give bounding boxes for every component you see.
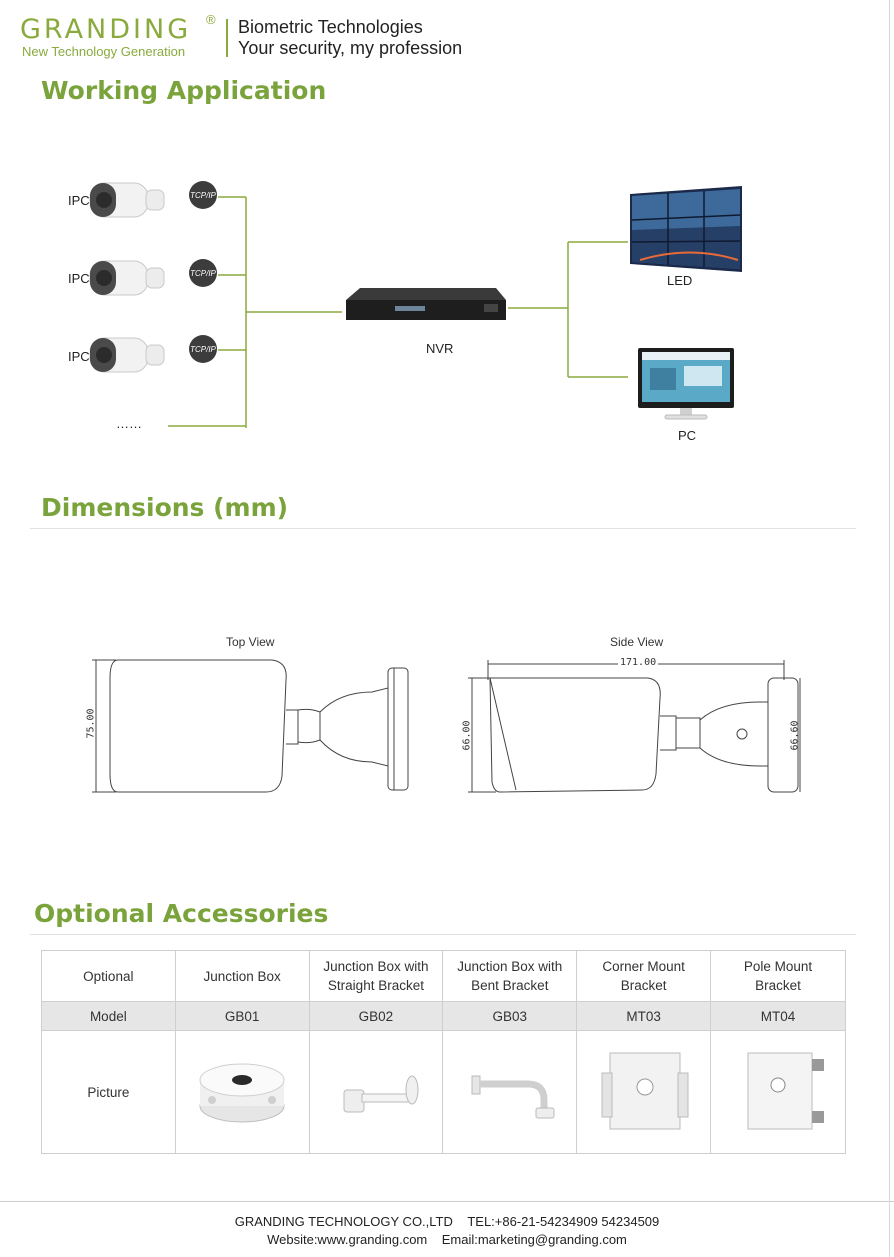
ipc-camera-icon-2 (90, 261, 164, 295)
pc-monitor-icon (638, 348, 734, 419)
header-divider (226, 19, 228, 57)
tcpip-badge-3 (189, 335, 217, 363)
top-view-label: Top View (226, 635, 275, 649)
side-body-height-dimension: 66.00 (461, 720, 473, 751)
side-view-label: Side View (610, 635, 664, 649)
tcpip-text-2: TCP/IP (190, 269, 216, 278)
tcpip-badge-1 (189, 181, 217, 209)
footer-contact-line (0, 1232, 894, 1247)
picture-mt04 (711, 1031, 846, 1154)
brand-tagline: New Technology Generation (22, 44, 186, 59)
ipc-label-2: IPC (68, 271, 90, 286)
junction-box-image (192, 1050, 292, 1130)
dimensions-rule (30, 528, 856, 529)
accessory-name-mt03: Corner Mount Bracket (577, 951, 711, 1002)
tcpip-text-3: TCP/IP (190, 345, 216, 354)
side-mount-height-dimension: 66.60 (789, 720, 801, 751)
accessories-picture-row (42, 1031, 846, 1154)
model-gb02: GB02 (309, 1002, 443, 1031)
footer-website[interactable]: Website:www.granding.com (267, 1232, 428, 1247)
model-label-cell: Model (42, 1002, 176, 1031)
model-mt03: MT03 (577, 1002, 711, 1031)
picture-gb03 (443, 1031, 577, 1154)
brand-logo: GRANDING (20, 14, 192, 45)
footer-rule (0, 1201, 894, 1202)
ipc-camera-icon-1 (90, 183, 164, 217)
nvr-label: NVR (426, 341, 454, 356)
page-edge (889, 0, 890, 1257)
section-title-dimensions: Dimensions (mm) (41, 493, 289, 522)
optional-header-cell: Optional (42, 951, 176, 1002)
straight-bracket-image (326, 1050, 426, 1130)
network-diagram (0, 150, 894, 450)
picture-gb01 (175, 1031, 309, 1154)
model-gb01: GB01 (175, 1002, 309, 1031)
pole-mount-image (728, 1045, 828, 1135)
nvr-device-icon (346, 288, 506, 320)
tcpip-badge-2 (189, 259, 217, 287)
footer-telephone: TEL:+86-21-54234909 54234509 (467, 1214, 660, 1229)
side-length-dimension: 171.00 (620, 657, 657, 668)
model-mt04: MT04 (711, 1002, 846, 1031)
footer-company-line (0, 1214, 894, 1229)
accessories-header-row (42, 951, 846, 1002)
picture-label-cell: Picture (42, 1031, 176, 1154)
footer-email[interactable]: Email:marketing@granding.com (441, 1232, 627, 1247)
top-view-drawing (92, 660, 408, 792)
accessories-table (41, 950, 846, 1154)
ipc-camera-icon-3 (90, 338, 164, 372)
accessory-name-mt04: Pole Mount Bracket (711, 951, 846, 1002)
bent-bracket-image (460, 1050, 560, 1130)
picture-mt03 (577, 1031, 711, 1154)
section-title-working-application: Working Application (41, 76, 327, 105)
accessory-name-gb01: Junction Box (175, 951, 309, 1002)
corner-mount-image (594, 1045, 694, 1135)
top-height-dimension: 75.00 (85, 708, 97, 739)
accessories-rule (30, 934, 856, 935)
ipc-label-1: IPC (68, 193, 90, 208)
dimension-drawings (0, 650, 894, 810)
pc-label: PC (678, 428, 697, 443)
tcpip-text-1: TCP/IP (190, 191, 216, 200)
accessory-name-gb02: Junction Box with Straight Bracket (309, 951, 443, 1002)
picture-gb02 (309, 1031, 443, 1154)
accessories-model-row (42, 1002, 846, 1031)
side-view-drawing (468, 660, 800, 792)
registered-mark: ® (206, 12, 216, 27)
led-video-wall-icon (630, 186, 742, 272)
ipc-label-3: IPC (68, 349, 90, 364)
header-slogan-1: Biometric Technologies (238, 17, 423, 37)
more-ipc-ellipsis: …… (116, 416, 142, 431)
footer-company: GRANDING TECHNOLOGY CO.,LTD (234, 1214, 453, 1229)
header-slogan-2: Your security, my profession (238, 38, 463, 58)
section-title-optional-accessories: Optional Accessories (34, 899, 329, 928)
model-gb03: GB03 (443, 1002, 577, 1031)
accessory-name-gb03: Junction Box with Bent Bracket (443, 951, 577, 1002)
led-label: LED (667, 273, 693, 288)
